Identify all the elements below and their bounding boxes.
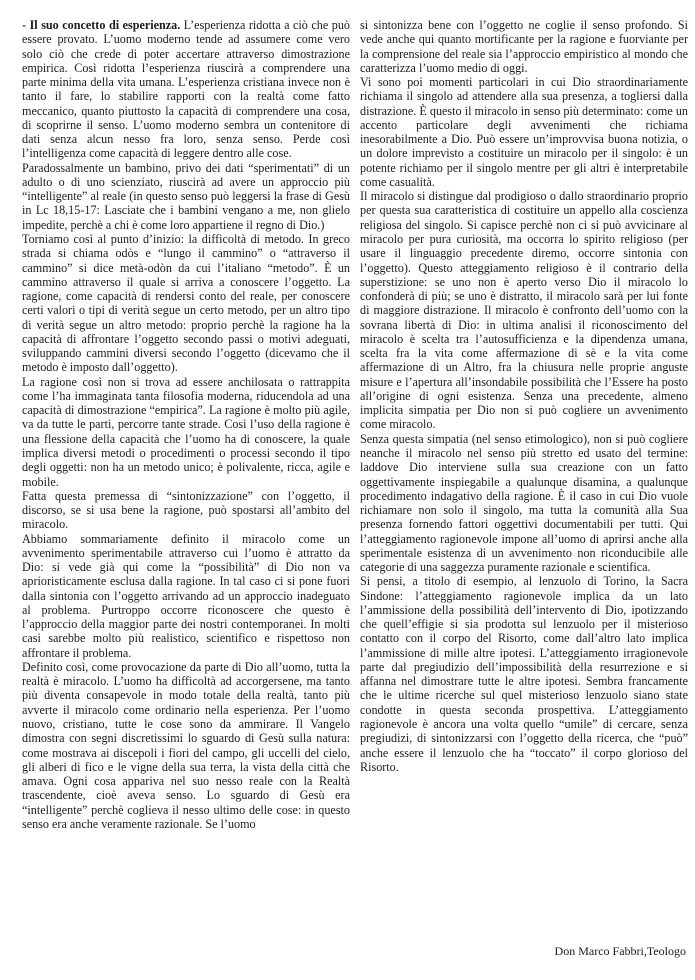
paragraph: Il miracolo si distingue dal prodigioso o dallo straordinario proprio per questa sua caratteristica di costituire un appello alla coscienza religiosa del singolo. Si capisce perchè non ci si può avvicinare al miracolo per pura curiosità, ma occorra lo spirito religioso (per usare il linguaggio precedente diremo, occorre sintonia con l’oggetto). Questo atteggiamento religioso è il contrario della superstizione: se uno non è aperto verso Dio il miracolo lo confonderà di più; se uno è distratto, il miracolo sarà per lui fonte di maggiore distrazione. Il miracolo è confronto dell’uomo con la sovrana libertà di Dio: in ultima analisi il riconoscimento del miracolo è scelta tra l’autosufficienza e la dipendenza umana, scelta fra la vita come affermazione di sè e la vita come affermazione di un Altro, fra la chiusura nelle proprie anguste misure e l’apertura all’insondabile possibilità che l’Essere ha posto all’origine di ogni esistenza. Senza una precedente, almeno implicita simpatia per Dio non si può cogliere un avvenimento come miracolo. — [360, 189, 688, 432]
paragraph: Vi sono poi momenti particolari in cui Dio straordinariamente richiama il singolo ad attendere alla sua presenza, a togliersi dalla distrazione. È questo il miracolo in senso più determinato: come un accento particolare degli avvenimenti che richiama inesorabilmente a Dio. Può essere un’improvvisa buona notizia, o un dolore imprevisto a costituire un miracolo per il singolo: è un potente richiamo per il singolo mentre per gli altri è interpretabile come casualità. — [360, 75, 688, 189]
left-column — [22, 18, 350, 831]
paragraph: si sintonizza bene con l’oggetto ne coglie il senso profondo. Si vede anche qui quanto mortificante per la ragione e fuorviante per la comprensione del reale sia l’approccio empiristico al mondo che caratterizza l’uomo medio di oggi. — [360, 18, 688, 75]
paragraph-text: L’esperienza ridotta a ciò che può essere provato. L’uomo moderno tende ad assumere come vero solo ciò che crede di poter accertare attraverso dimostrazione empirica. Così ridotta l’esperienza riuscirà a comprendere una parte minima della vita umana. L’esperienza cristiana invece non è tanto il fare, lo stabilire rapporti con la realtà come fatto meccanico, quanto piuttosto la capacità di comprendere una cosa, di scoprirne il senso. L’uomo moderno sembra un contenitore di dati senza alcun nesso fra loro, senza senso. Perde così l’intelligenza come capacità di leggere dentro alle cose. — [22, 18, 350, 161]
paragraph: Abbiamo sommariamente definito il miracolo come un avvenimento sperimentabile attraverso cui l’uomo è attratto da Dio: si vede già qui come la “possibilità” di Dio non va aprioristicamente esclusa dalla ragione. In tal caso ci si pone fuori dalla sintonia con l’oggetto arrivando ad un approccio inadeguato al problema. Purtroppo occorre riconoscere che questo è l’approccio della maggior parte dei nostri contemporanei. In molti casi sarebbe molto più realistico, scientifico e rispettoso non affrontare il problema. — [22, 531, 350, 660]
paragraph: Paradossalmente un bambino, privo dei dati “sperimentati” di un adulto o di uno scienziato, riuscirà ad avere un approccio più “intelligente” al reale (in questo senso può leggersi la frase di Gesù in Lc 18,15-17: Lasciate che i bambini vengano a me, non glielo impedite, perchè a chi è come loro appartiene il regno di Dio.) — [22, 160, 350, 232]
paragraph: Torniamo così al punto d’inizio: la difficoltà di metodo. In greco strada si chiama odòs e “lungo il cammino” o “attraverso il cammino” si dice metà-odòn da cui l’italiano “metodo”. È un cammino attraverso il quale si arriva a conoscere l’oggetto. La ragione, come capacità di rendersi conto del reale, per conoscere certi valori o tipi di verità segue un certo metodo, per un altro tipo di verità segue un altro metodo: proprio perchè la ragione ha la capacità di affrontare l’oggetto secondo passi o motivi adeguati, sviluppando cammini diversi secondo l’oggetto (dicevamo che il metodo è imposto dall’oggetto). — [22, 231, 350, 375]
author-signature: Don Marco Fabbri,Teologo — [554, 944, 686, 958]
paragraph: Fatta questa premessa di “sintonizzazione” con l’oggetto, il discorso, se si usa bene la ragione, può spostarsi all’ambito del miracolo. — [22, 488, 350, 532]
right-column — [360, 18, 688, 774]
paragraph: Si pensi, a titolo di esempio, al lenzuolo di Torino, la Sacra Sindone: l’atteggiamento ragionevole implica da un lato l’ammissione della possibilità dell’intervento di Dio, ipotizzando che quell’effigie si sia prodotta sul lenzuolo per il misterioso contatto con il corpo del Risorto, come dall’altro lato implica l’ammissione di mille altre ipotesi. L’atteggiamento irragionevole parte dal pregiudizio dell’impossibilità della resurrezione e si affanna nel dimostrare tutte le altre ipotesi. Sembra francamente che le ultime ricerche sul quel misterioso lenzuolo siano state condotte in questa seconda prospettiva. L’atteggiamento ragionevole è ancora una volta quello “umile” di cercare, senza pregiudizi, di sintonizzarsi con l’oggetto della ricerca, che “può” anche essere il lenzuolo che ha “toccato” il corpo glorioso del Risorto. — [360, 574, 688, 774]
paragraph: Senza questa simpatia (nel senso etimologico), non si può cogliere neanche il miracolo nel senso più stretto ed usato del termine: laddove Dio interviene sulla sua creazione con un fatto oggettivamente inspiegabile a qualunque disamina, a qualunque procedimento indagativo della ragione. È il caso in cui Dio vuole richiamare non solo il singolo, ma tutta la comunità alla Sua presenza fornendo fattori oggettivi documentabili per tutti. Qui l’atteggiamento ragionevole impone all’uomo di aprirsi anche alla sperimentale esistenza di un avvenimento non riconducibile alle categorie di una saggezza puramente razionale e scientifica. — [360, 431, 688, 575]
paragraph: La ragione così non si trova ad essere anchilosata o rattrappita come l’ha immaginata tanta filosofia moderna, riducendola ad una capacità di dimostrazione “empirica”. La ragione è molto più agile, va da tutte le parti, percorre tante strade. Così l’uso della ragione è una flessione della capacità che l’uomo ha di conoscere, la quale implica diversi metodi o procedimenti o processi secondo il tipo degli oggetti: non ha un metodo unico; è polivalente, ricca, agile e mobile. — [22, 374, 350, 489]
paragraph — [22, 18, 350, 161]
paragraph: Definito così, come provocazione da parte di Dio all’uomo, tutta la realtà è miracolo. L’uomo ha difficoltà ad accorgersene, ma tanto più diventa consapevole in modo totale della realtà, tanto più avverte il miracolo come ordinario nella esperienza. Per l’uomo nuovo, cristiano, tutte le cose sono da ammirare. Il Vangelo dimostra con segni discretissimi lo sguardo di Gesù sulla natura: come mostrava ai discepoli i fiori del campo, gli uccelli del cielo, gli alberi di fico e le vigne della sua terra, la vista della città che amava. Ogni cosa appariva nel suo nesso reale con la Realtà trascendente, cioè aveva senso. Lo sguardo di Gesù era “intelligente” perchè coglieva il nesso ultimo delle cose: in questo senso era anche veramente razionale. Se l’uomo — [22, 659, 350, 831]
section-lead: - Il suo concetto di esperienza. — [22, 18, 181, 32]
